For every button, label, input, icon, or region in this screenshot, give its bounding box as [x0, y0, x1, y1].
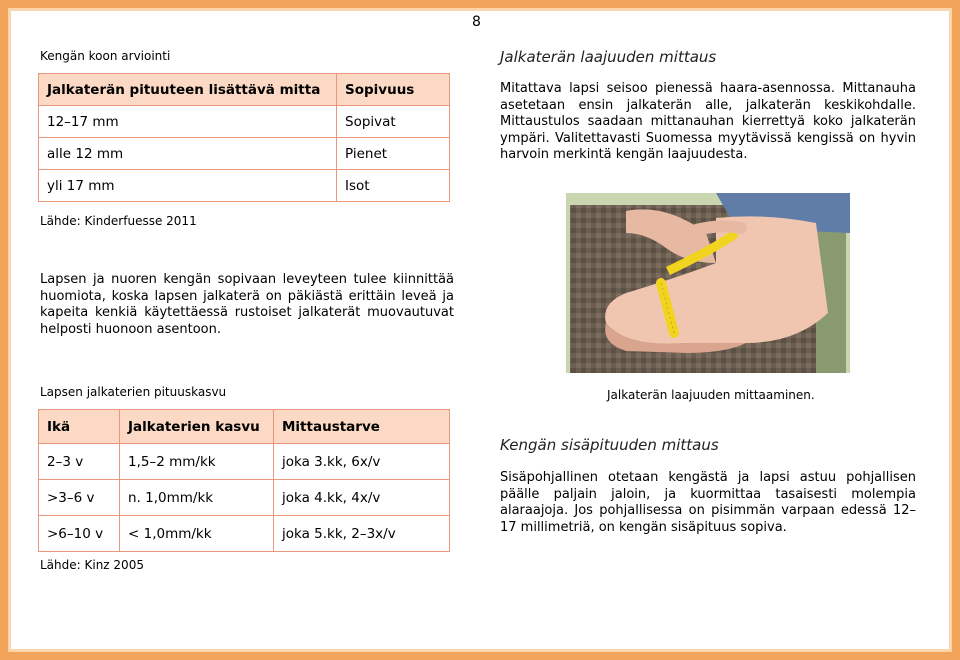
width-paragraph: Lapsen ja nuoren kengän sopivaan leveyteen tulee kiinnittää huomiota, koska lapsen jalkaterä on päkiästä erittäin leveä ja kapeita kenkiä käytettäessä rustoiset jalkaterät muovautuvat helposti huonoon asentoon. — [40, 272, 454, 337]
size-table-row — [39, 106, 450, 138]
growth-table-row — [39, 444, 450, 480]
growth-table-cell: joka 3.kk, 6x/v — [274, 444, 450, 480]
growth-table-header-cell: Jalkaterien kasvu — [120, 410, 274, 444]
growth-table-cell: >3–6 v — [39, 480, 120, 516]
width-measurement-heading: Jalkaterän laajuuden mittaus — [500, 48, 717, 66]
growth-table-cell: 1,5–2 mm/kk — [120, 444, 274, 480]
size-estimation-title: Kengän koon arviointi — [40, 49, 171, 63]
inner-length-heading: Kengän sisäpituuden mittaus — [500, 436, 719, 454]
size-table-header-row — [39, 74, 450, 106]
growth-table-header-row — [39, 410, 450, 444]
size-table-cell: Pienet — [337, 138, 450, 170]
size-table-cell: yli 17 mm — [39, 170, 337, 202]
size-table-header-cell: Jalkaterän pituuteen lisättävä mitta — [39, 74, 337, 106]
growth-table-header-cell: Mittaustarve — [274, 410, 450, 444]
size-table-cell: Isot — [337, 170, 450, 202]
inner-length-text: Sisäpohjallinen otetaan kengästä ja lapsi astuu pohjallisen päälle paljain jaloin, ja kuormittaa tasaisesti molempia alaraajoja. Jos pohjallisessa on pisimmän varpaan edessä 12–17 millimetriä, on kengän sisäpituus sopiva. — [500, 470, 916, 535]
growth-table-header-cell: Ikä — [39, 410, 120, 444]
growth-table-row — [39, 516, 450, 552]
size-table-cell: alle 12 mm — [39, 138, 337, 170]
page-number: 8 — [472, 14, 481, 30]
growth-table-cell: < 1,0mm/kk — [120, 516, 274, 552]
size-table-cell: Sopivat — [337, 106, 450, 138]
foot-photo-illustration — [566, 193, 850, 373]
foot-measuring-photo — [566, 193, 850, 373]
growth-table-cell: 2–3 v — [39, 444, 120, 480]
growth-table-row — [39, 480, 450, 516]
size-table-header-cell: Sopivuus — [337, 74, 450, 106]
growth-table — [38, 409, 450, 552]
growth-table-cell: joka 4.kk, 4x/v — [274, 480, 450, 516]
size-table-row — [39, 170, 450, 202]
size-table-cell: 12–17 mm — [39, 106, 337, 138]
growth-table-source: Lähde: Kinz 2005 — [40, 558, 144, 572]
width-measurement-text: Mitattava lapsi seisoo pienessä haara-asennossa. Mittanauha asetetaan ensin jalkaterän alle, jalkaterän keskikohdalle. Mittaustulos saadaan mittanauhan kierrettyä koko jalkaterän ympäri. Valitettavasti Suomessa myytävissä kengissä on hyvin harvoin merkintä kengän laajuudesta. — [500, 81, 916, 162]
growth-table-cell: n. 1,0mm/kk — [120, 480, 274, 516]
growth-table-cell: >6–10 v — [39, 516, 120, 552]
growth-table-title: Lapsen jalkaterien pituuskasvu — [40, 385, 227, 399]
size-table — [38, 73, 450, 202]
size-table-row — [39, 138, 450, 170]
size-table-source: Lähde: Kinderfuesse 2011 — [40, 214, 197, 228]
growth-table-cell: joka 5.kk, 2–3x/v — [274, 516, 450, 552]
photo-caption: Jalkaterän laajuuden mittaaminen. — [607, 388, 815, 402]
